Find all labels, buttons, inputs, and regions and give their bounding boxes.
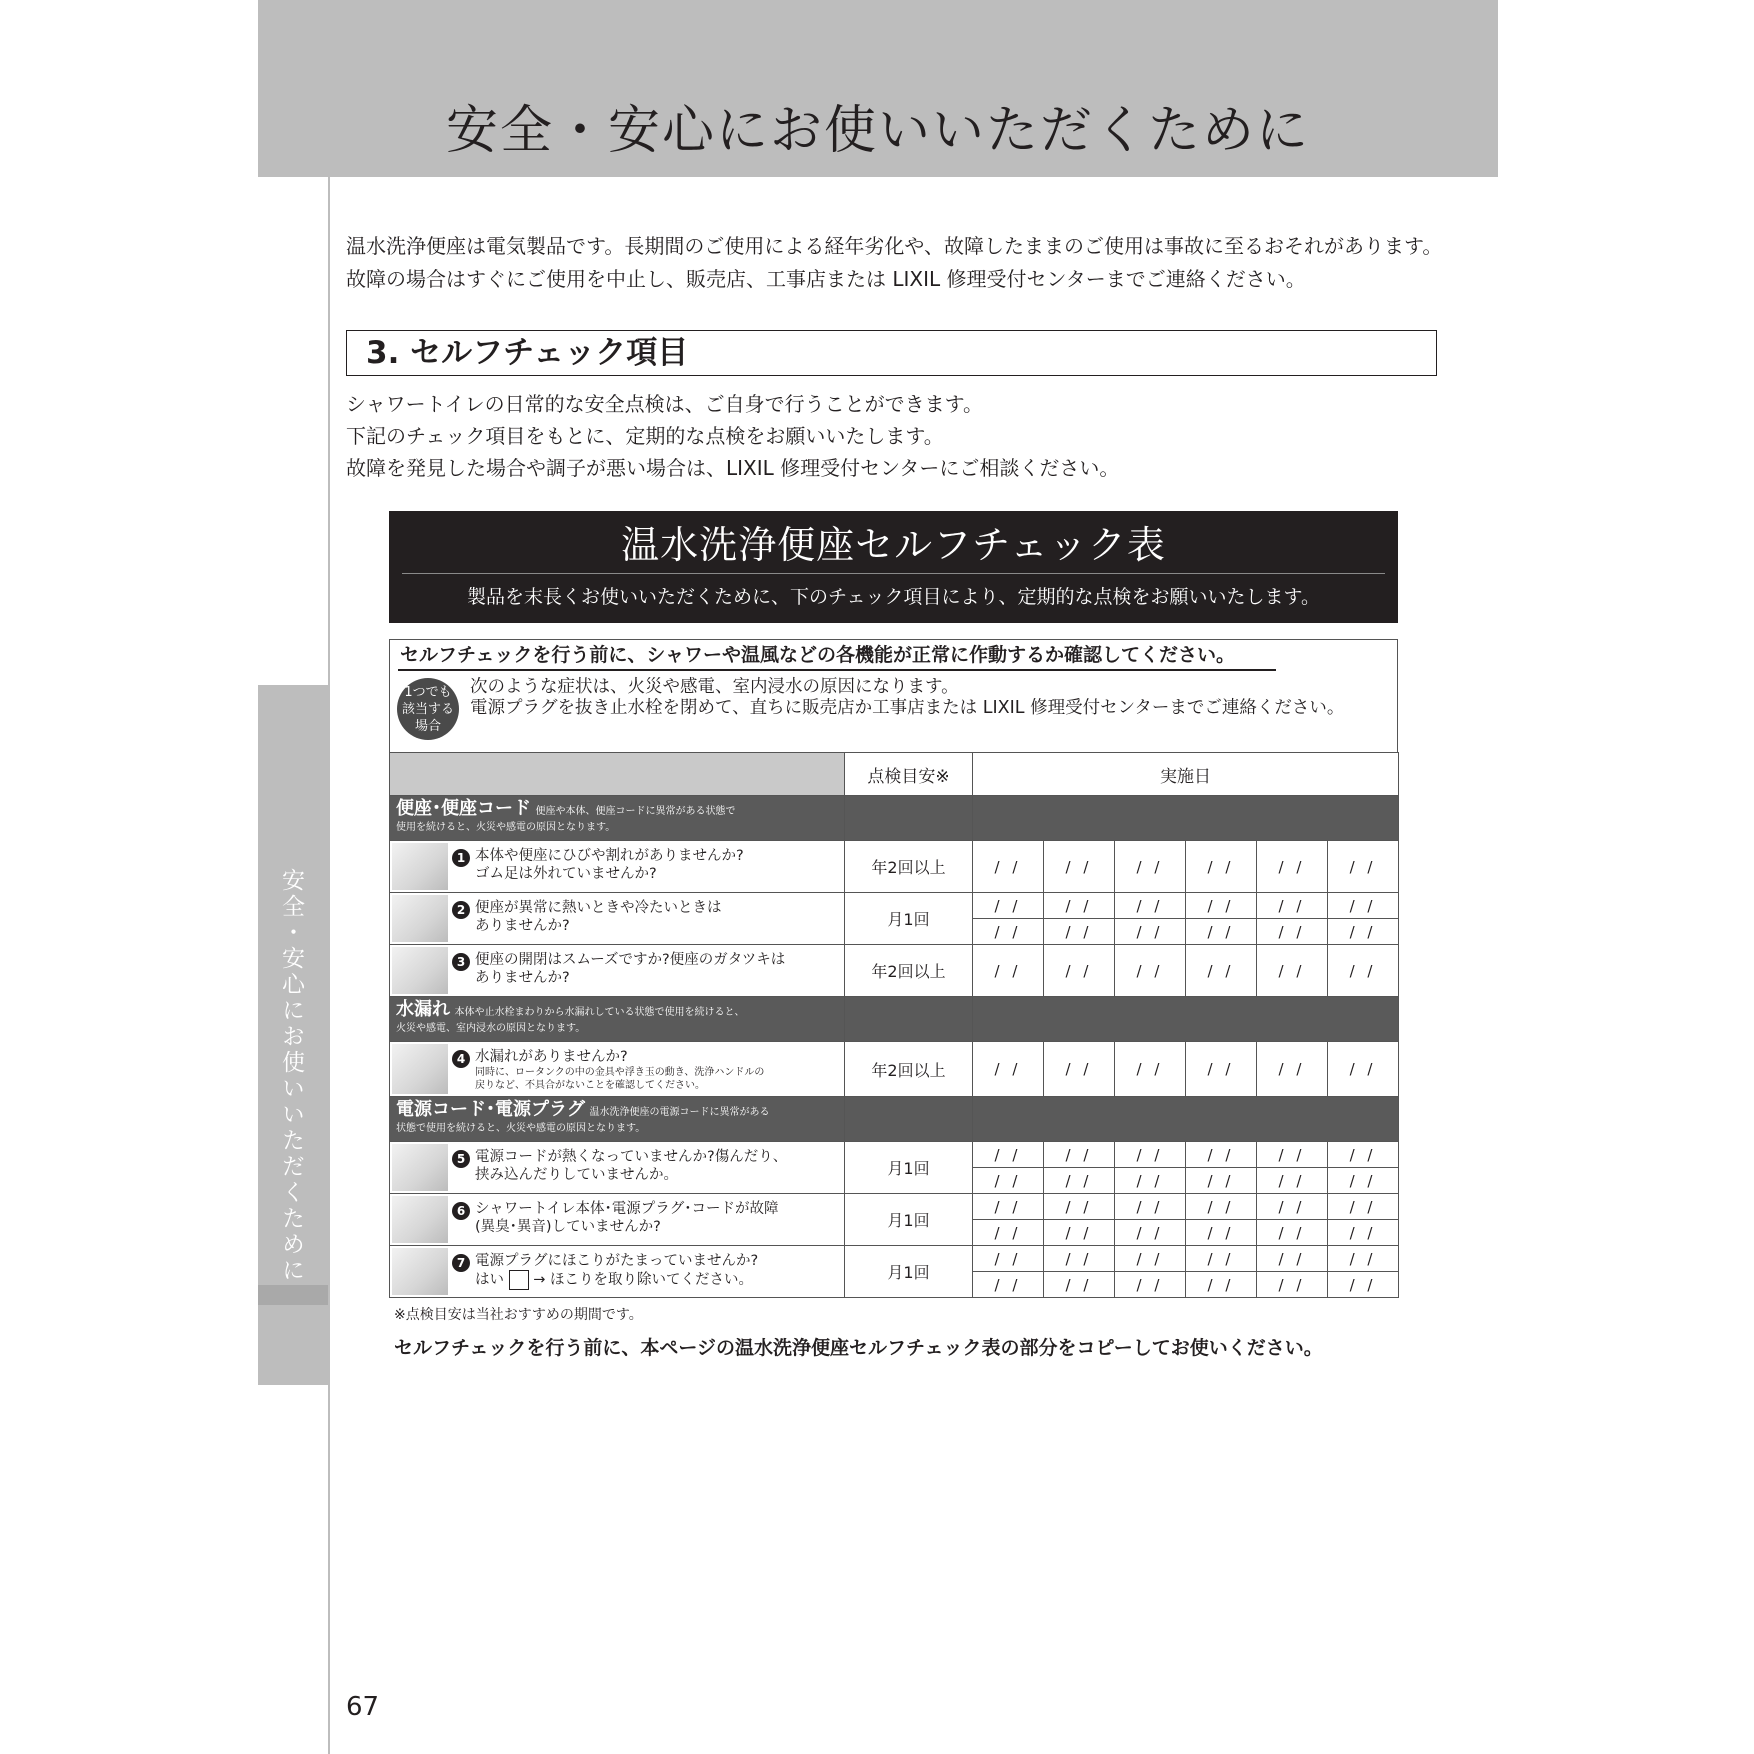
yes-label: はい	[475, 1272, 504, 1288]
intro-line: 温水洗浄便座は電気製品です。長期間のご使用による経年劣化や、故障したままのご使用は事故に至るおそれがあります。	[346, 234, 1443, 258]
item-cell	[390, 1194, 845, 1246]
category-desc: 便座や本体、便座コードに異常がある状態で	[535, 806, 736, 817]
warning-heading: セルフチェックを行う前に、シャワーや温風などの各機能が正常に作動するか確認してください。	[400, 644, 1236, 666]
item-text	[475, 1048, 838, 1092]
seat-illustration	[392, 895, 448, 942]
table-row	[390, 1042, 1399, 1097]
section-title: 3. セルフチェック項目	[366, 335, 689, 371]
date-cell[interactable]: / /	[1044, 893, 1115, 919]
badge-line: 該当する	[401, 701, 454, 717]
date-cell[interactable]: / /	[1186, 1142, 1257, 1168]
date-cell[interactable]: / /	[973, 893, 1044, 919]
category-desc: 火災や感電、室内浸水の原因となります。	[396, 1023, 586, 1034]
item-number: 7	[452, 1254, 470, 1272]
date-cell[interactable]: / /	[1115, 945, 1186, 997]
table-row	[390, 1246, 1399, 1272]
warning-badge	[397, 678, 459, 740]
item-number: 5	[452, 1150, 470, 1168]
date-cell[interactable]: / /	[1186, 1168, 1257, 1194]
category-desc: 状態で使用を続けると、火災や感電の原因となります。	[396, 1123, 646, 1134]
item-line: → ほこりを取り除いてください。	[533, 1272, 753, 1288]
date-cell[interactable]: / /	[1186, 945, 1257, 997]
side-tab-label: 安全・安心にお使いいただくために	[278, 868, 304, 1284]
item-number: 2	[452, 901, 470, 919]
date-cell[interactable]: / /	[1044, 1194, 1115, 1220]
date-cell[interactable]: / /	[1044, 1142, 1115, 1168]
date-cell[interactable]: / /	[1257, 841, 1328, 893]
date-cell[interactable]: / /	[1044, 1272, 1115, 1298]
item-text	[475, 847, 838, 883]
water-valve-illustration	[392, 1044, 448, 1094]
date-cell[interactable]: / /	[1115, 841, 1186, 893]
date-cell[interactable]: / /	[1186, 1042, 1257, 1097]
date-cell[interactable]: / /	[1115, 1194, 1186, 1220]
left-rule	[328, 177, 330, 1754]
category-cell	[390, 1097, 845, 1142]
lid-illustration	[392, 947, 448, 994]
date-cell[interactable]: / /	[1186, 1194, 1257, 1220]
intro-line: 故障の場合はすぐにご使用を中止し、販売店、工事店または LIXIL 修理受付センターまでご連絡ください。	[346, 267, 1306, 291]
category-blank	[845, 796, 973, 841]
warning-line: 次のような症状は、火災や感電、室内浸水の原因になります。	[470, 677, 959, 697]
date-cell[interactable]: / /	[1328, 1142, 1399, 1168]
intro-paragraph	[346, 230, 1496, 296]
toilet-illustration	[392, 843, 448, 890]
category-blank	[845, 1097, 973, 1142]
date-cell[interactable]: / /	[1044, 1042, 1115, 1097]
table-row	[390, 1194, 1399, 1220]
item-line: 本体や便座にひびや割れがありませんか?	[475, 848, 744, 864]
item-frequency: 月1回	[845, 1142, 973, 1194]
category-desc: 本体や止水栓まわりから水漏れしている状態で使用を続けると、	[454, 1007, 745, 1018]
item-line: ありませんか?	[475, 918, 570, 934]
item-line: (異臭･異音)していませんか?	[475, 1219, 661, 1235]
date-cell[interactable]: / /	[1186, 1246, 1257, 1272]
item-sub-line: 戻りなど、不具合がないことを確認してください。	[475, 1080, 705, 1091]
date-cell[interactable]: / /	[973, 1194, 1044, 1220]
item-sub-line: 同時に、ロータンクの中の金具や浮き玉の動き、洗浄ハンドルの	[475, 1067, 765, 1078]
banner-divider	[402, 573, 1385, 574]
date-cell[interactable]: / /	[1257, 1042, 1328, 1097]
date-cell[interactable]: / /	[1044, 1220, 1115, 1246]
section-line: 故障を発見した場合や調子が悪い場合は、LIXIL 修理受付センターにご相談ください。	[346, 456, 1120, 480]
category-row	[390, 796, 1399, 841]
date-cell[interactable]: / /	[1044, 1246, 1115, 1272]
item-frequency: 年2回以上	[845, 945, 973, 997]
item-text	[475, 1252, 838, 1290]
item-frequency: 年2回以上	[845, 1042, 973, 1097]
date-cell[interactable]: / /	[1115, 893, 1186, 919]
item-cell	[390, 893, 845, 945]
item-text	[475, 1200, 838, 1236]
item-line: 水漏れがありませんか?	[475, 1049, 628, 1065]
item-frequency: 月1回	[845, 1194, 973, 1246]
table-row	[390, 893, 1399, 919]
item-text	[475, 951, 838, 987]
date-cell[interactable]: / /	[1044, 1168, 1115, 1194]
yes-checkbox[interactable]	[509, 1270, 529, 1290]
section-line: 下記のチェック項目をもとに、定期的な点検をお願いいたします。	[346, 424, 944, 448]
item-text	[475, 1148, 838, 1184]
category-blank	[973, 796, 1399, 841]
page-number: 67	[346, 1692, 380, 1722]
item-number: 4	[452, 1050, 470, 1068]
page-title: 安全・安心にお使いいただくために	[445, 101, 1310, 161]
date-cell[interactable]: / /	[1257, 1246, 1328, 1272]
warning-heading-underline	[398, 669, 1276, 671]
badge-line: 場合	[414, 718, 441, 734]
item-line-yes	[475, 1270, 838, 1290]
item-line: ありませんか?	[475, 970, 570, 986]
date-cell[interactable]: / /	[973, 841, 1044, 893]
date-cell[interactable]: / /	[973, 945, 1044, 997]
date-cell[interactable]: / /	[1328, 919, 1399, 945]
table-row	[390, 841, 1399, 893]
date-cell[interactable]: / /	[1044, 841, 1115, 893]
category-blank	[973, 997, 1399, 1042]
table-row	[390, 1142, 1399, 1168]
item-line: 電源プラグにほこりがたまっていませんか?	[475, 1253, 759, 1269]
date-cell[interactable]: / /	[1186, 919, 1257, 945]
category-title: 電源コード･電源プラグ	[396, 1099, 585, 1120]
item-line: 電源コードが熱くなっていませんか?傷んだり、	[475, 1149, 788, 1165]
section-body	[346, 388, 1496, 484]
date-cell[interactable]: / /	[973, 1142, 1044, 1168]
plug-illustration	[392, 1248, 448, 1295]
date-cell[interactable]: / /	[1328, 1168, 1399, 1194]
date-cell[interactable]: / /	[1115, 1042, 1186, 1097]
side-tab-divider	[258, 1285, 328, 1305]
item-number: 1	[452, 849, 470, 867]
date-cell[interactable]: / /	[1186, 1220, 1257, 1246]
category-cell	[390, 796, 845, 841]
date-cell[interactable]: / /	[973, 919, 1044, 945]
checklist-subtitle: 製品を末長くお使いいただくために、下のチェック項目により、定期的な点検をお願いいたします。	[467, 586, 1320, 608]
item-number: 6	[452, 1202, 470, 1220]
category-blank	[845, 997, 973, 1042]
date-cell[interactable]: / /	[1328, 893, 1399, 919]
self-check-table	[389, 752, 1399, 1298]
date-cell[interactable]: / /	[1257, 1168, 1328, 1194]
item-cell	[390, 1142, 845, 1194]
date-cell[interactable]: / /	[1328, 1194, 1399, 1220]
category-row	[390, 997, 1399, 1042]
date-cell[interactable]: / /	[1257, 1194, 1328, 1220]
header-freq: 点検目安※	[845, 753, 973, 796]
date-cell[interactable]: / /	[1115, 1142, 1186, 1168]
date-cell[interactable]: / /	[1257, 1142, 1328, 1168]
table-row	[390, 945, 1399, 997]
checklist-title: 温水洗浄便座セルフチェック表	[621, 523, 1166, 567]
date-cell[interactable]: / /	[1257, 919, 1328, 945]
item-cell	[390, 945, 845, 997]
date-cell[interactable]: / /	[1257, 1272, 1328, 1298]
date-cell[interactable]: / /	[1044, 919, 1115, 945]
date-cell[interactable]: / /	[1328, 945, 1399, 997]
item-line: 便座の開閉はスムーズですか?便座のガタツキは	[475, 952, 786, 968]
item-cell	[390, 841, 845, 893]
item-line: 便座が異常に熱いときや冷たいときは	[475, 900, 722, 916]
date-cell[interactable]: / /	[1115, 919, 1186, 945]
date-cell[interactable]: / /	[973, 1272, 1044, 1298]
item-line: ゴム足は外れていませんか?	[475, 866, 657, 882]
date-cell[interactable]: / /	[973, 1168, 1044, 1194]
item-cell	[390, 1246, 845, 1298]
date-cell[interactable]: / /	[973, 1042, 1044, 1097]
header-blank-cell	[390, 753, 845, 796]
date-cell[interactable]: / /	[1328, 1042, 1399, 1097]
item-frequency: 月1回	[845, 1246, 973, 1298]
category-title: 便座･便座コード	[396, 798, 531, 819]
warning-text	[470, 677, 1385, 719]
date-cell[interactable]: / /	[1186, 1272, 1257, 1298]
date-cell[interactable]: / /	[973, 1246, 1044, 1272]
copy-note: セルフチェックを行う前に、本ページの温水洗浄便座セルフチェック表の部分をコピーしてお使いください。	[394, 1337, 1323, 1359]
date-cell[interactable]: / /	[1257, 1220, 1328, 1246]
date-cell[interactable]: / /	[1328, 1272, 1399, 1298]
item-frequency: 月1回	[845, 893, 973, 945]
section-line: シャワートイレの日常的な安全点検は、ご自身で行うことができます。	[346, 392, 983, 416]
power-cord-illustration	[392, 1144, 448, 1191]
category-desc: 使用を続けると、火災や感電の原因となります。	[396, 822, 616, 833]
date-cell[interactable]: / /	[1115, 1220, 1186, 1246]
item-line: シャワートイレ本体･電源プラグ･コードが故障	[475, 1201, 779, 1217]
date-cell[interactable]: / /	[1044, 945, 1115, 997]
unit-illustration	[392, 1196, 448, 1243]
category-row	[390, 1097, 1399, 1142]
date-cell[interactable]: / /	[1257, 893, 1328, 919]
category-blank	[973, 1097, 1399, 1142]
date-cell[interactable]: / /	[1328, 1220, 1399, 1246]
item-text	[475, 899, 838, 935]
item-line: 挟み込んだりしていませんか。	[475, 1167, 678, 1183]
date-cell[interactable]: / /	[1328, 1246, 1399, 1272]
header-date: 実施日	[973, 753, 1399, 796]
date-cell[interactable]: / /	[1115, 1246, 1186, 1272]
table-header-row	[390, 753, 1399, 796]
date-cell[interactable]: / /	[973, 1220, 1044, 1246]
date-cell[interactable]: / /	[1257, 945, 1328, 997]
category-desc: 温水洗浄便座の電源コードに異常がある	[589, 1107, 770, 1118]
item-cell	[390, 1042, 845, 1097]
category-title: 水漏れ	[396, 999, 450, 1020]
footnote: ※点検目安は当社おすすめの期間です。	[394, 1307, 643, 1323]
date-cell[interactable]: / /	[1328, 841, 1399, 893]
category-cell	[390, 997, 845, 1042]
date-cell[interactable]: / /	[1186, 893, 1257, 919]
warning-line: 電源プラグを抜き止水栓を閉めて、直ちに販売店か工事店または LIXIL 修理受付センターまでご連絡ください。	[470, 698, 1345, 718]
item-frequency: 年2回以上	[845, 841, 973, 893]
date-cell[interactable]: / /	[1115, 1168, 1186, 1194]
item-number: 3	[452, 953, 470, 971]
date-cell[interactable]: / /	[1186, 841, 1257, 893]
date-cell[interactable]: / /	[1115, 1272, 1186, 1298]
badge-line: 1つでも	[404, 684, 452, 700]
